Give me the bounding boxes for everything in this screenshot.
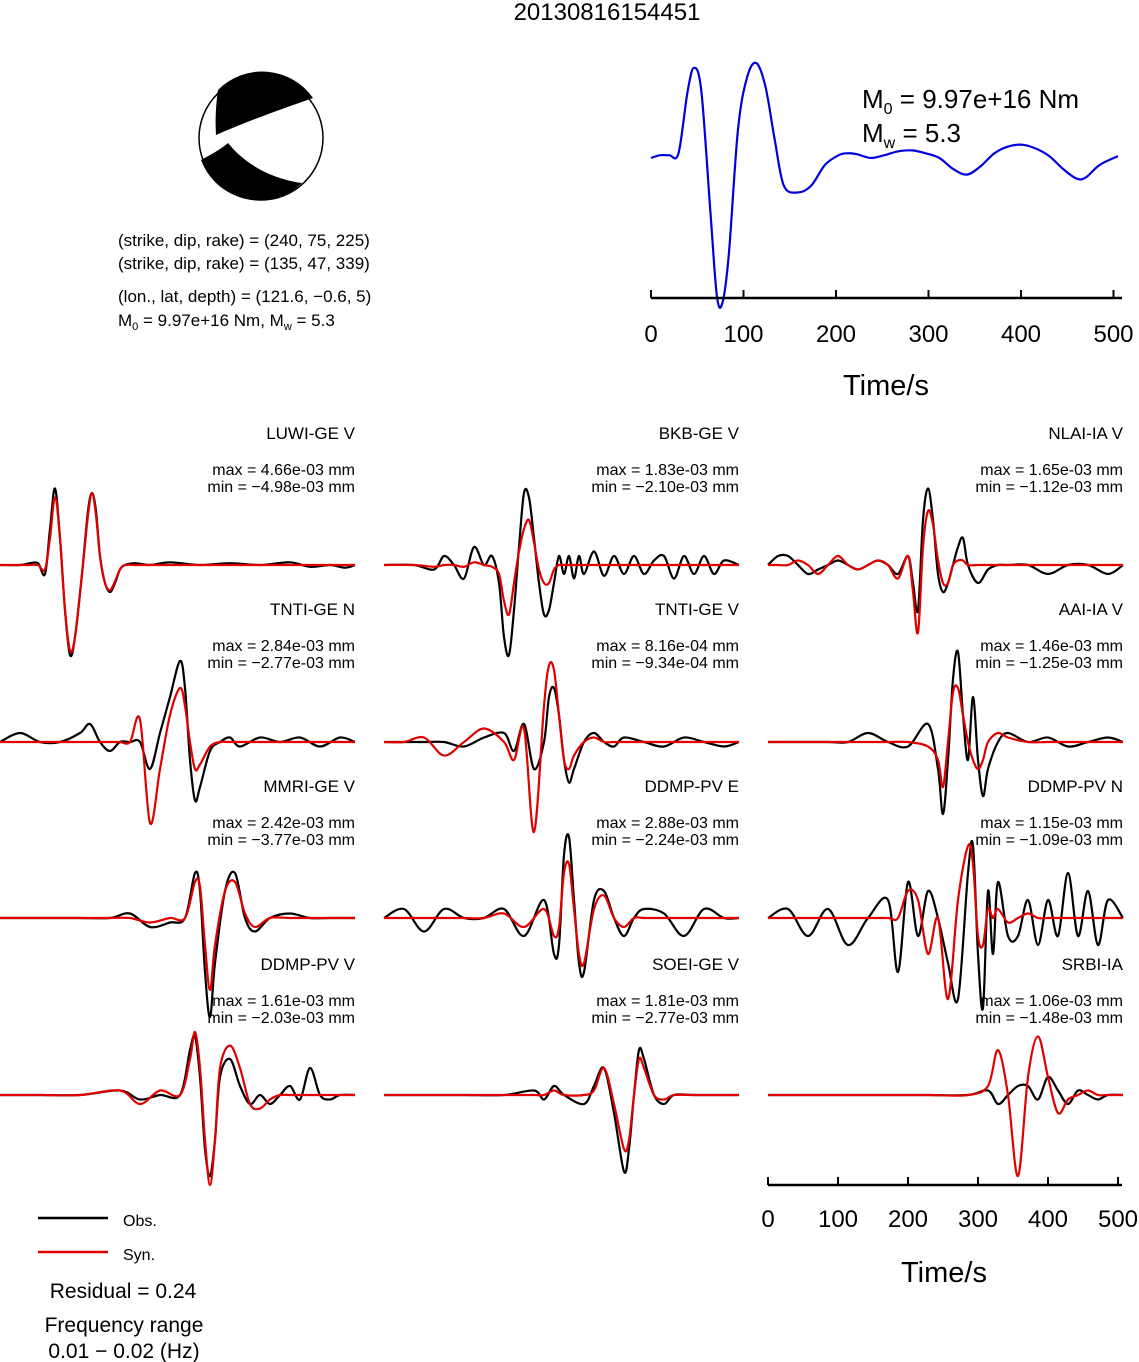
waveform-x-tick-label: 200 xyxy=(887,1206,929,1233)
residual-text: Residual = 0.24 xyxy=(49,1280,197,1303)
waveform-x-tick-label: 500 xyxy=(1097,1206,1139,1233)
min-amplitude-label: min = −1.12e-03 mm xyxy=(975,479,1123,496)
min-amplitude-label: min = −4.98e-03 mm xyxy=(207,479,355,496)
max-amplitude-label: max = 2.42e-03 mm xyxy=(212,815,355,832)
waveform-panel xyxy=(0,777,356,1017)
min-amplitude-label: min = −2.10e-03 mm xyxy=(591,479,739,496)
stf-x-tick-label: 300 xyxy=(908,321,949,348)
max-amplitude-label: max = 4.66e-03 mm xyxy=(212,462,355,479)
plane2-text: (strike, dip, rake) = (135, 47, 339) xyxy=(118,254,370,273)
stf-x-tick-label: 200 xyxy=(815,321,857,348)
stf-x-tick-label: 0 xyxy=(644,321,658,348)
waveform-x-tick-label: 400 xyxy=(1027,1206,1069,1233)
station-label: SRBI-IA xyxy=(1061,955,1123,974)
min-amplitude-label: min = −2.77e-03 mm xyxy=(207,655,355,672)
legend-obs-label: Obs. xyxy=(123,1213,157,1230)
station-label: MMRI-GE V xyxy=(263,777,355,796)
legend xyxy=(38,1213,203,1362)
max-amplitude-label: max = 1.65e-03 mm xyxy=(980,462,1123,479)
min-amplitude-label: min = −1.09e-03 mm xyxy=(975,832,1123,849)
min-amplitude-label: min = −1.48e-03 mm xyxy=(975,1010,1123,1027)
min-amplitude-label: min = −9.34e-04 mm xyxy=(591,655,739,672)
observed-waveform-line xyxy=(768,489,1123,613)
max-amplitude-label: max = 1.06e-03 mm xyxy=(980,993,1123,1010)
station-label: LUWI-GE V xyxy=(266,424,355,443)
min-amplitude-label: min = −2.24e-03 mm xyxy=(591,832,739,849)
waveform-x-tick-label: 100 xyxy=(817,1206,859,1233)
min-amplitude-label: min = −3.77e-03 mm xyxy=(207,832,355,849)
station-label: DDMP-PV V xyxy=(260,955,355,974)
station-label: SOEI-GE V xyxy=(652,955,739,974)
waveform-panel xyxy=(384,600,740,832)
min-amplitude-label: min = −2.03e-03 mm xyxy=(207,1010,355,1027)
waveform-x-tick-label: 0 xyxy=(761,1206,775,1233)
station-label: DDMP-PV N xyxy=(1027,777,1123,796)
waveform-panel xyxy=(768,777,1123,1010)
frequency-value: 0.01 − 0.02 (Hz) xyxy=(48,1340,200,1362)
observed-waveform-line xyxy=(768,1077,1123,1104)
synthetic-waveform-line xyxy=(384,1058,739,1152)
legend-syn-label: Syn. xyxy=(123,1247,156,1264)
frequency-title: Frequency range xyxy=(44,1314,204,1337)
observed-waveform-line xyxy=(0,1035,355,1176)
stf-x-tick-label: 400 xyxy=(1000,321,1042,348)
waveform-panel xyxy=(0,955,356,1185)
location-text: (lon., lat, depth) = (121.6, −0.6, 5) xyxy=(118,287,372,306)
max-amplitude-label: max = 1.15e-03 mm xyxy=(980,815,1123,832)
max-amplitude-label: max = 2.84e-03 mm xyxy=(212,638,355,655)
max-amplitude-label: max = 1.46e-03 mm xyxy=(980,638,1123,655)
max-amplitude-label: max = 1.81e-03 mm xyxy=(596,993,739,1010)
station-label: DDMP-PV E xyxy=(644,777,739,796)
min-amplitude-label: min = −1.25e-03 mm xyxy=(975,655,1123,672)
stf-x-axis-label: Time/s xyxy=(843,370,929,402)
synthetic-waveform-line xyxy=(384,861,739,966)
waveform-x-axis-label: Time/s xyxy=(901,1257,987,1289)
min-amplitude-label: min = −2.77e-03 mm xyxy=(591,1010,739,1027)
station-label: AAI-IA V xyxy=(1058,600,1123,619)
moment-text: $M_0 = 9.97e+16$ Nm, $M_w = 5.3$ xyxy=(118,311,335,333)
station-label: NLAI-IA V xyxy=(1048,424,1123,443)
waveform-x-tick-label: 300 xyxy=(957,1206,999,1233)
figure-title: 20130816154451 xyxy=(513,0,701,26)
synthetic-waveform-line xyxy=(768,1037,1123,1177)
waveform-panel xyxy=(384,424,740,656)
max-amplitude-label: max = 2.88e-03 mm xyxy=(596,815,739,832)
synthetic-waveform-line xyxy=(0,688,355,824)
max-amplitude-label: max = 1.61e-03 mm xyxy=(212,993,355,1010)
observed-waveform-line xyxy=(384,489,739,656)
station-label: TNTI-GE V xyxy=(654,600,739,619)
waveform-time-axis xyxy=(761,1177,1138,1289)
beachball-icon xyxy=(199,72,323,201)
waveform-panel xyxy=(384,955,740,1173)
station-label: BKB-GE V xyxy=(658,424,739,443)
stf-x-tick-label: 500 xyxy=(1093,321,1134,348)
max-amplitude-label: max = 8.16e-04 mm xyxy=(596,638,739,655)
max-amplitude-label: max = 1.83e-03 mm xyxy=(596,462,739,479)
synthetic-waveform-line xyxy=(768,685,1123,787)
synthetic-waveform-line xyxy=(0,1032,355,1185)
station-label: TNTI-GE N xyxy=(270,600,355,619)
synthetic-waveform-line xyxy=(0,493,355,652)
waveform-panel xyxy=(384,777,739,977)
synthetic-waveform-line xyxy=(384,662,739,832)
synthetic-waveform-line xyxy=(768,844,1123,999)
stf-mw-label: $M_w = 5.3$ xyxy=(862,118,962,152)
plane1-text: (strike, dip, rake) = (240, 75, 225) xyxy=(118,231,370,250)
waveform-panel xyxy=(0,424,356,656)
stf-m0-label: $M_0 = 9.97e+16$ Nm xyxy=(862,84,1080,118)
waveform-grid xyxy=(0,424,1124,1185)
observed-waveform-line xyxy=(384,1048,739,1173)
stf-x-tick-label: 100 xyxy=(723,321,764,348)
